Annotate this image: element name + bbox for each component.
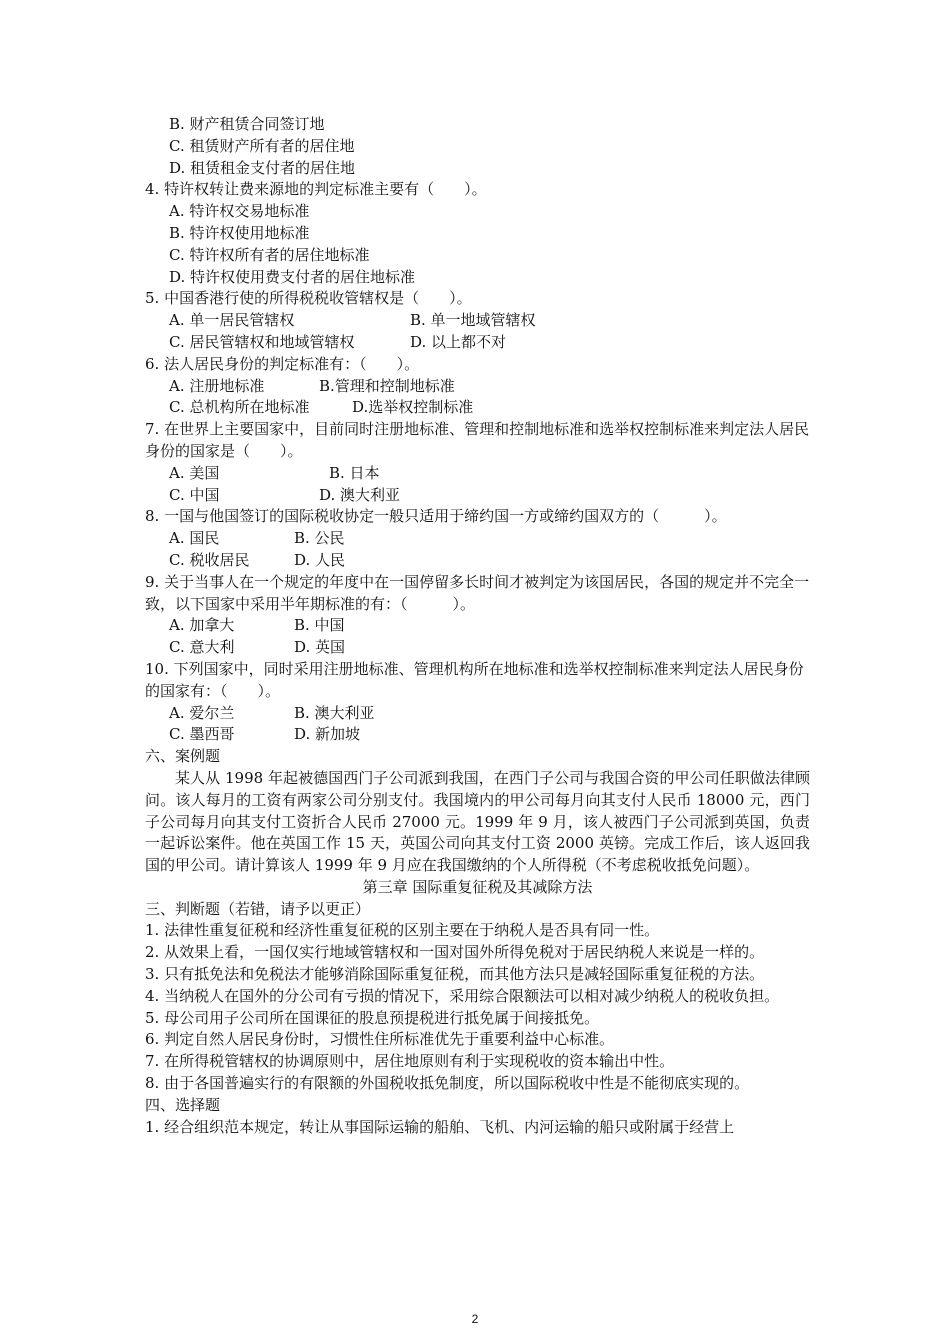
option-row (145, 724, 810, 746)
option-row (145, 485, 810, 507)
question-5: 5. 中国香港行使的所得税税收管辖权是（ ）。 (145, 289, 472, 308)
judgment-item-8: 8. 由于各国普遍实行的有限额的外国税收抵免制度，所以国际税收中性是不能彻底实现的。 (145, 1074, 750, 1093)
option-b: B. 中国 (294, 616, 345, 635)
judgment-item-2: 2. 从效果上看，一国仅实行地域管辖权和一国对国外所得免税对于居民纳税人来说是一样的。 (145, 943, 765, 962)
option-c: C. 总机构所在地标准 (169, 398, 310, 417)
option-d: D. 澳大利亚 (319, 485, 401, 504)
option-c: C. 居民管辖权和地域管辖权 (169, 332, 355, 351)
question-7: 7. 在世界上主要国家中，目前同时注册地标准、管理和控制地标准和选举权控制标准来判定法人居民身份的国家是（ ）。 (145, 420, 810, 460)
option-row (145, 463, 810, 485)
option-a: A. 单一居民管辖权 (169, 311, 295, 330)
choice-item-1: 1. 经合组织范本规定，转让从事国际运输的船舶、飞机、内河运输的船只或附属于经营上 (145, 1117, 735, 1136)
judgment-item-3: 3. 只有抵免法和免税法才能够消除国际重复征税，而其他方法只是减轻国际重复征税的方法。 (145, 965, 765, 984)
question-10: 10. 下列国家中，同时采用注册地标准、管理机构所在地标准和选举权控制标准来判定法人居民身份的国家有：（ ）。 (145, 659, 804, 700)
option-c: C. 意大利 (169, 638, 235, 657)
section-heading: 四、选择题 (145, 1095, 221, 1114)
option-a: A. 美国 (169, 463, 220, 482)
question-8: 8. 一国与他国签订的国际税收协定一般只适用于缔约国一方或缔约国双方的（ ）。 (145, 507, 727, 526)
option-c: C. 中国 (169, 485, 220, 504)
option-a: A. 爱尔兰 (169, 703, 235, 722)
option-row (145, 637, 810, 659)
option-b: B.管理和控制地标准 (319, 376, 455, 395)
option-d: D. 特许权使用费支付者的居住地标准 (169, 267, 416, 286)
option-d: D. 英国 (294, 638, 346, 657)
chapter-title: 第三章 国际重复征税及其减除方法 (362, 877, 593, 896)
option-row (145, 528, 810, 550)
option-b: B. 特许权使用地标准 (169, 223, 310, 242)
option-a: A. 注册地标准 (169, 376, 265, 395)
judgment-item-6: 6. 判定自然人居民身份时，习惯性住所标准优先于重要利益中心标准。 (145, 1030, 615, 1049)
question-9: 9. 关于当事人在一个规定的年度中在一国停留多长时间才被判定为该国居民，各国的规定并不完全一致，以下国家中采用半年期标准的有：（ ）。 (145, 572, 810, 613)
option-b: B. 公民 (294, 529, 345, 548)
option-c: C. 税收居民 (169, 550, 250, 569)
option-a: A. 特许权交易地标准 (169, 202, 310, 221)
option-c: C. 墨西哥 (169, 725, 235, 744)
option-row (145, 332, 810, 354)
option-row (145, 615, 810, 637)
option-b: B. 澳大利亚 (294, 703, 375, 722)
option-row (145, 703, 810, 725)
section-heading: 六、案例题 (145, 747, 221, 766)
judgment-item-1: 1. 法律性重复征税和经济性重复征税的区别主要在于纳税人是否具有同一性。 (145, 921, 660, 940)
option-b: B. 财产租赁合同签订地 (169, 115, 325, 133)
option-a: A. 国民 (169, 529, 220, 548)
option-d: D. 新加坡 (294, 725, 361, 744)
option-row (145, 550, 810, 572)
question-4: 4. 特许权转让费来源地的判定标准主要有（ ）。 (145, 180, 487, 199)
option-b: B. 日本 (329, 463, 380, 482)
option-c: C. 特许权所有者的居住地标准 (169, 245, 370, 264)
question-6: 6. 法人居民身份的判定标准有：（ ）。 (145, 354, 420, 373)
option-c: C. 租赁财产所有者的居住地 (169, 136, 355, 155)
option-d: D.选举权控制标准 (352, 398, 474, 417)
option-row (145, 310, 810, 332)
page-number: 2 (471, 1312, 479, 1326)
judgment-item-4: 4. 当纳税人在国外的分公司有亏损的情况下，采用综合限额法可以相对减少纳税人的税收负担。 (145, 986, 780, 1005)
case-paragraph: 某人从 1998 年起被德国西门子公司派到我国，在西门子公司与我国合资的甲公司任职做法律顾问。该人每月的工资有两家公司分别支付。我国境内的甲公司每月向其支付人民币 18000 元，西门子公司每月向其支付工资折合人民币 27000 元。1999 年 9 月，该人被西门子公司派到英国，负责一起诉讼案件。他在英国工作 15 天，英国公司向其支付工资 2000 英镑。完成工作后，该人返回我国的甲公司。请计算该人 1999 年 9 月应在我国缴纳的个人所得税（不考虑税收抵免问题）。 (145, 768, 810, 875)
section-heading: 三、判断题（若错，请予以更正） (145, 899, 371, 918)
option-d: D. 租赁租金支付者的居住地 (169, 158, 356, 177)
option-row (145, 397, 810, 419)
option-d: D. 人民 (294, 550, 346, 569)
option-row (145, 376, 810, 398)
option-d: D. 以上都不对 (410, 332, 507, 351)
judgment-item-7: 7. 在所得税管辖权的协调原则中，居住地原则有利于实现税收的资本输出中性。 (145, 1052, 675, 1071)
page-body (145, 114, 810, 1138)
option-b: B. 单一地域管辖权 (410, 311, 536, 330)
judgment-item-5: 5. 母公司用子公司所在国课征的股息预提税进行抵免属于间接抵免。 (145, 1008, 600, 1027)
option-a: A. 加拿大 (169, 616, 235, 635)
